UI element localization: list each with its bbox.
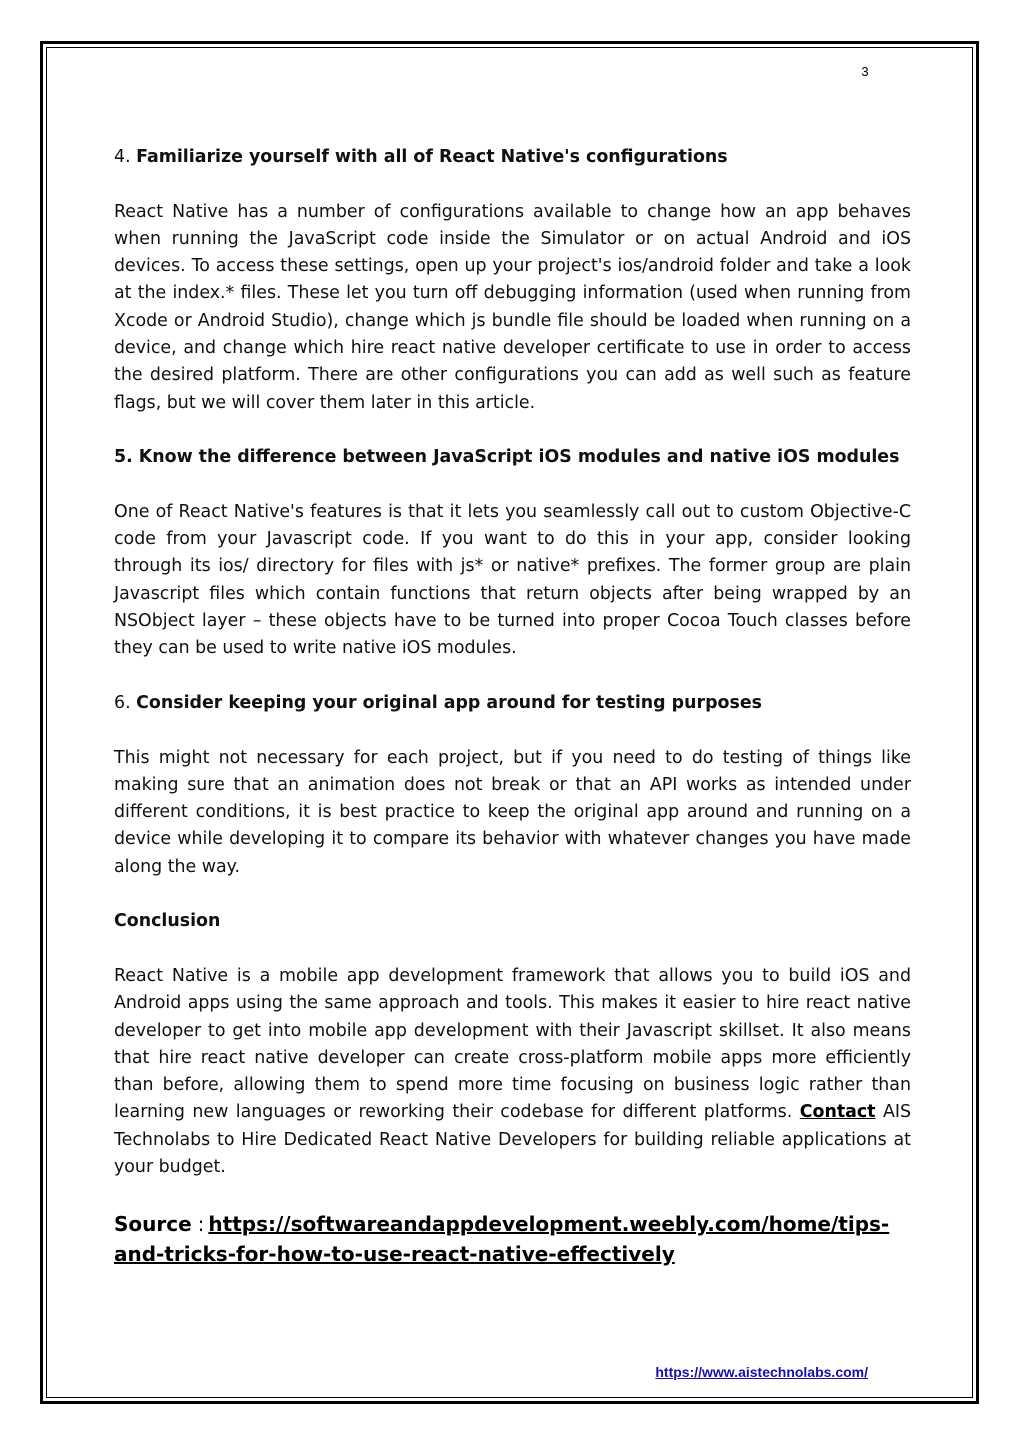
section-title: Familiarize yourself with all of React Native's configurations (136, 147, 728, 167)
section-number: 6. (114, 692, 131, 713)
section-heading (114, 444, 911, 471)
contact-link[interactable]: Contact (799, 1102, 876, 1123)
section-title: 5. Know the difference between JavaScript iOS modules and native iOS modules (114, 447, 900, 468)
source-line (114, 1209, 911, 1269)
section-heading (114, 690, 911, 717)
section-paragraph: One of React Native's features is that it lets you seamlessly call out to custom Objective-C code from your Javascript code. If you want to do this in your app, consider looking through its ios/ directory for files with js* or native* prefixes. The former group are plain Javascript files which contain functions that return objects after being wrapped by an NSObject layer – these objects have to be turned into proper Cocoa Touch classes before they can be used to write native iOS modules. (114, 501, 911, 659)
document-body (114, 144, 911, 1269)
conclusion-text: React Native is a mobile app development framework that allows you to build iOS and Android apps using the same approach and tools. This makes it easier to hire react native developer to get into mobile app development with their Javascript skillset. It also means that hire react native developer can create cross-platform mobile apps more efficiently than before, allowing them to spend more time focusing on business logic rather than learning new languages or reworking their codebase for different platforms. (114, 965, 911, 1123)
section-title: Consider keeping your original app around for testing purposes (136, 692, 762, 713)
section-paragraph: React Native has a number of configurations available to change how an app behaves when running the JavaScript code inside the Simulator or on actual Android and iOS devices. To access these settings, open up your project's ios/android folder and take a look at the index.* files. These let you turn off debugging information (used when running from Xcode or Android Studio), change which js bundle file should be loaded when running on a device, and change which hire react native developer certificate to use in order to access the desired platform. There are other configurations you can add as well such as feature flags, but we will cover them later in this article. (114, 201, 911, 413)
section-heading (114, 144, 911, 171)
section-paragraph: This might not necessary for each project, but if you need to do testing of things like making sure that an animation does not break or that an API works as intended under different conditions, it is best practice to keep the original app around and running on a device while developing it to compare its behavior with whatever changes you have made along the way. (114, 747, 911, 877)
conclusion-paragraph (114, 963, 911, 1181)
section-4 (114, 144, 911, 417)
page-number: 3 (861, 64, 869, 79)
source-label: Source (114, 1211, 192, 1236)
source-colon: : (197, 1211, 205, 1236)
conclusion-heading: Conclusion (114, 911, 221, 932)
section-6 (114, 690, 911, 881)
conclusion-section (114, 908, 911, 1181)
section-number: 4. (114, 147, 131, 167)
source-link[interactable]: https://softwareandappdevelopment.weebly.com/home/tips-and-tricks-for-how-to-use-react-native-effectively (114, 1211, 890, 1266)
footer (600, 1364, 868, 1380)
section-5 (114, 444, 911, 662)
conclusion-text-end: AIS Technolabs to Hire Dedicated React Native Developers for building reliable applications at your budget. (114, 1102, 912, 1177)
footer-website-link[interactable]: https://www.aistechnolabs.com/ (655, 1364, 868, 1380)
